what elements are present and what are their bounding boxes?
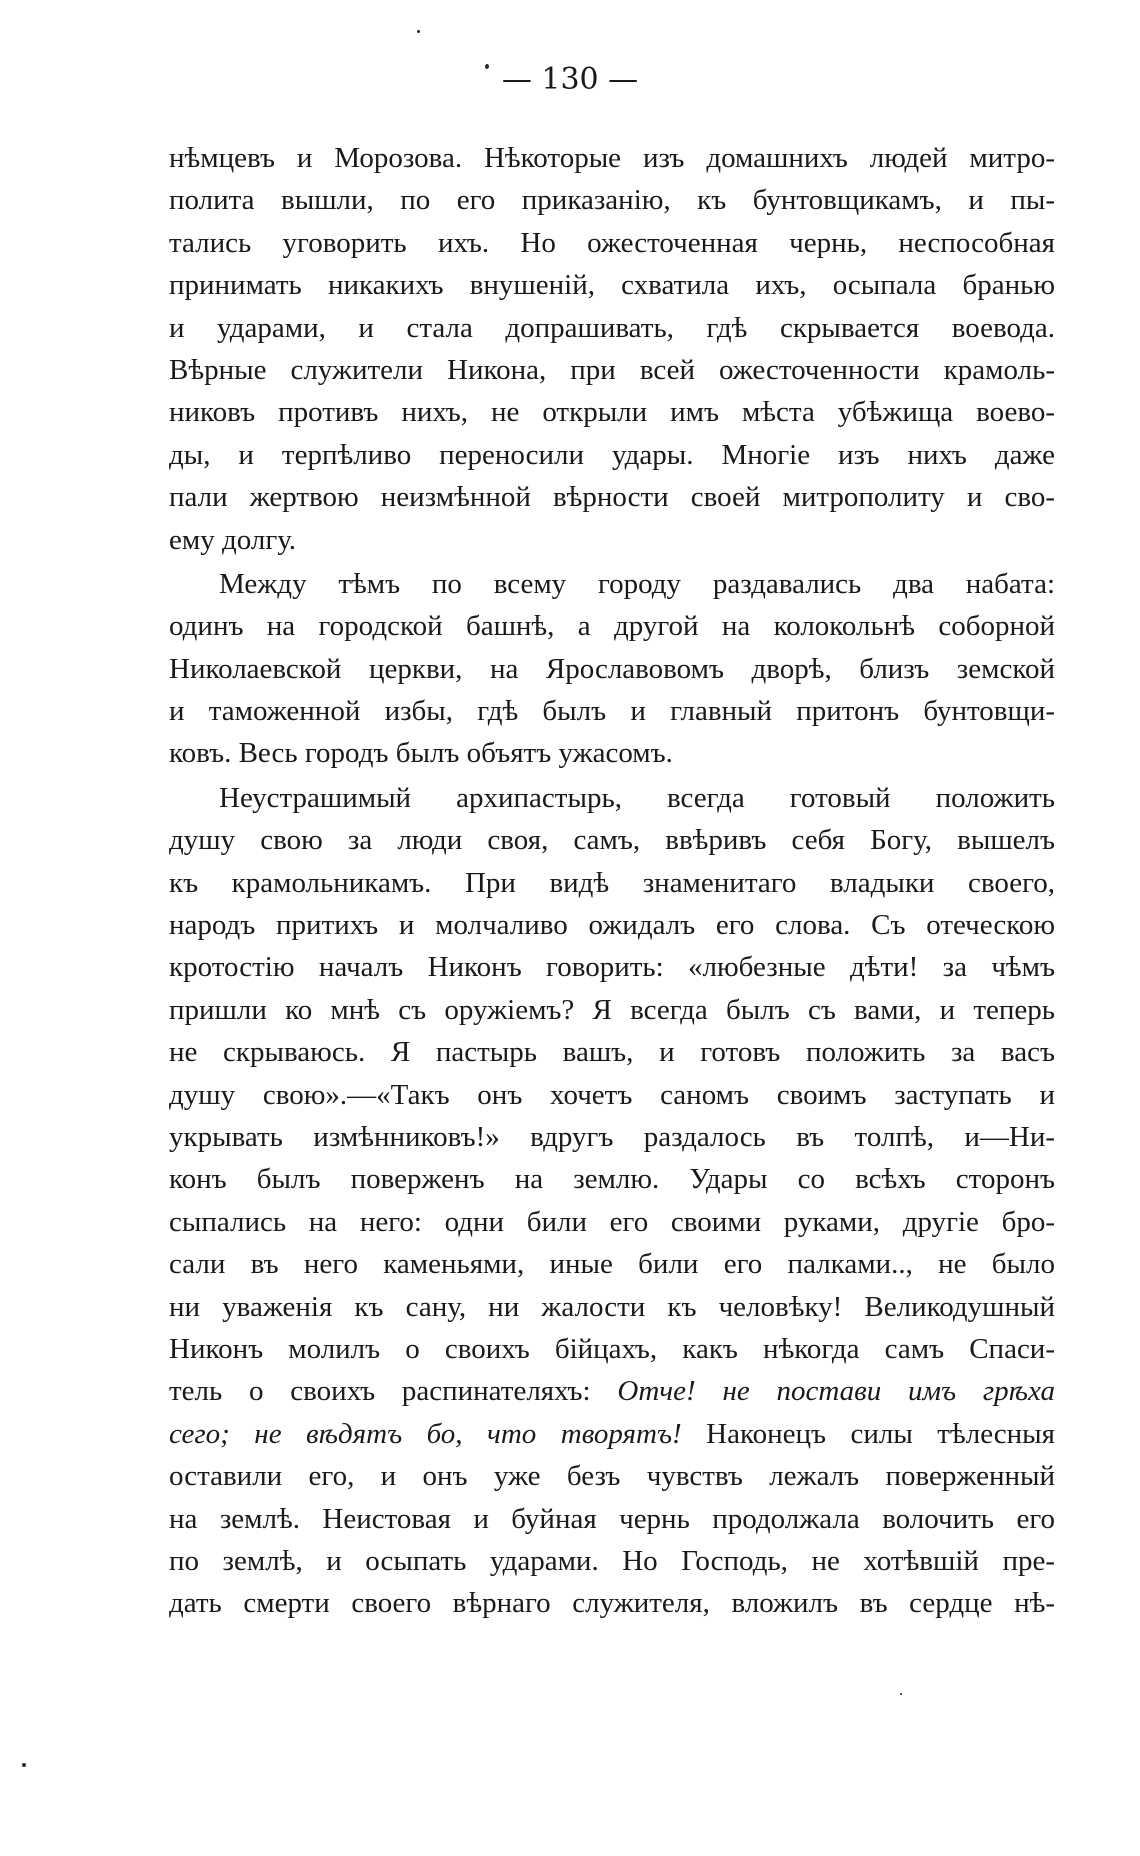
text-line: не скрываюсь. Я пастырь вашъ, и готовъ положить за васъ (169, 1036, 1055, 1069)
print-speck (417, 30, 420, 33)
text-line: ему долгу. (169, 523, 297, 556)
text-line: Неустрашимый архипастырь, всегда готовый положить (219, 781, 1055, 814)
text-line: конъ былъ поверженъ на землю. Удары со всѣхъ сторонъ (169, 1163, 1055, 1196)
text-line: и ударами, и стала допрашивать, гдѣ скрывается воевода. (169, 311, 1055, 344)
text-line: оставили его, и онъ уже безъ чувствъ лежалъ поверженный (169, 1460, 1055, 1493)
text-line: народъ притихъ и молчаливо ожидалъ его слова. Съ отеческою (169, 909, 1055, 942)
text-line: и таможенной избы, гдѣ былъ и главный притонъ бунтовщи- (169, 695, 1055, 728)
text-segment: Наконецъ силы тѣлесныя (706, 1417, 1055, 1450)
text-line: къ крамольникамъ. При видѣ знаменитаго владыки своего, (169, 866, 1055, 899)
text-line: одинъ на городской башнѣ, а другой на колокольнѣ соборной (169, 610, 1055, 643)
text-line: сыпались на него: одни били его своими руками, другіе бро- (169, 1205, 1055, 1238)
text-line: ковъ. Весь городъ былъ объятъ ужасомъ. (169, 737, 673, 770)
text-line-with-italic (169, 1370, 1055, 1412)
text-line: нѣмцевъ и Морозова. Нѣкоторые изъ домашнихъ людей митро- (169, 142, 1055, 174)
text-line: ды, и терпѣливо переносили удары. Многіе изъ нихъ даже (169, 438, 1055, 471)
text-line: Между тѣмъ по всему городу раздавались два набата: (219, 567, 1055, 600)
page-number: — 130 — (501, 62, 639, 97)
print-speck (900, 1693, 902, 1695)
italic-quote: сего; не вѣдятъ бо, что творятъ! (169, 1417, 682, 1450)
text-line: пришли ко мнѣ съ оружіемъ? Я всегда былъ съ вами, и теперь (169, 993, 1055, 1026)
text-line: ни уваженія къ сану, ни жалости къ человѣку! Великодушный (169, 1290, 1055, 1323)
text-line: душу свою».—«Такъ онъ хочетъ саномъ своимъ заступать и (169, 1078, 1055, 1111)
text-line: на землѣ. Неистовая и буйная чернь продолжала волочить его (169, 1502, 1055, 1535)
text-line: по землѣ, и осыпать ударами. Но Господь, не хотѣвшій пре- (169, 1544, 1055, 1577)
text-line: кротостію началъ Никонъ говорить: «любезные дѣти! за чѣмъ (169, 951, 1055, 984)
text-line: укрывать измѣнниковъ!» вдругъ раздалось въ толпѣ, и—Ни- (169, 1120, 1055, 1153)
text-line: Николаевской церкви, на Ярославовомъ дворѣ, близъ земской (169, 652, 1055, 685)
text-line: Никонъ молилъ о своихъ бійцахъ, какъ нѣкогда самъ Спаси- (169, 1332, 1055, 1365)
text-segment: тель о своихъ распинателяхъ: (169, 1375, 591, 1408)
print-speck (485, 64, 489, 69)
text-line: дать смерти своего вѣрнаго служителя, вложилъ въ сердце нѣ- (169, 1587, 1055, 1620)
text-line: Вѣрные служители Никона, при всей ожесточенности крамоль- (169, 353, 1055, 386)
text-line: никовъ противъ нихъ, не открыли имъ мѣста убѣжища воево- (169, 396, 1055, 429)
italic-quote: Отче! не постави имъ грѣха (617, 1375, 1055, 1408)
text-line-with-italic (169, 1413, 1055, 1455)
text-line: принимать никакихъ внушеній, схватила ихъ, осыпала бранью (169, 269, 1055, 302)
body-text (169, 137, 1055, 1625)
text-line: полита вышли, по его приказанію, къ бунтовщикамъ, и пы- (169, 184, 1055, 217)
text-line: душу свою за люди своя, самъ, ввѣривъ себя Богу, вышелъ (169, 824, 1055, 857)
text-line: сали въ него каменьями, иные били его палками.., не было (169, 1248, 1055, 1281)
text-line: тались уговорить ихъ. Но ожесточенная чернь, неспособная (169, 226, 1055, 259)
print-speck (22, 1763, 26, 1767)
text-line: пали жертвою неизмѣнной вѣрности своей митрополиту и сво- (169, 481, 1055, 514)
